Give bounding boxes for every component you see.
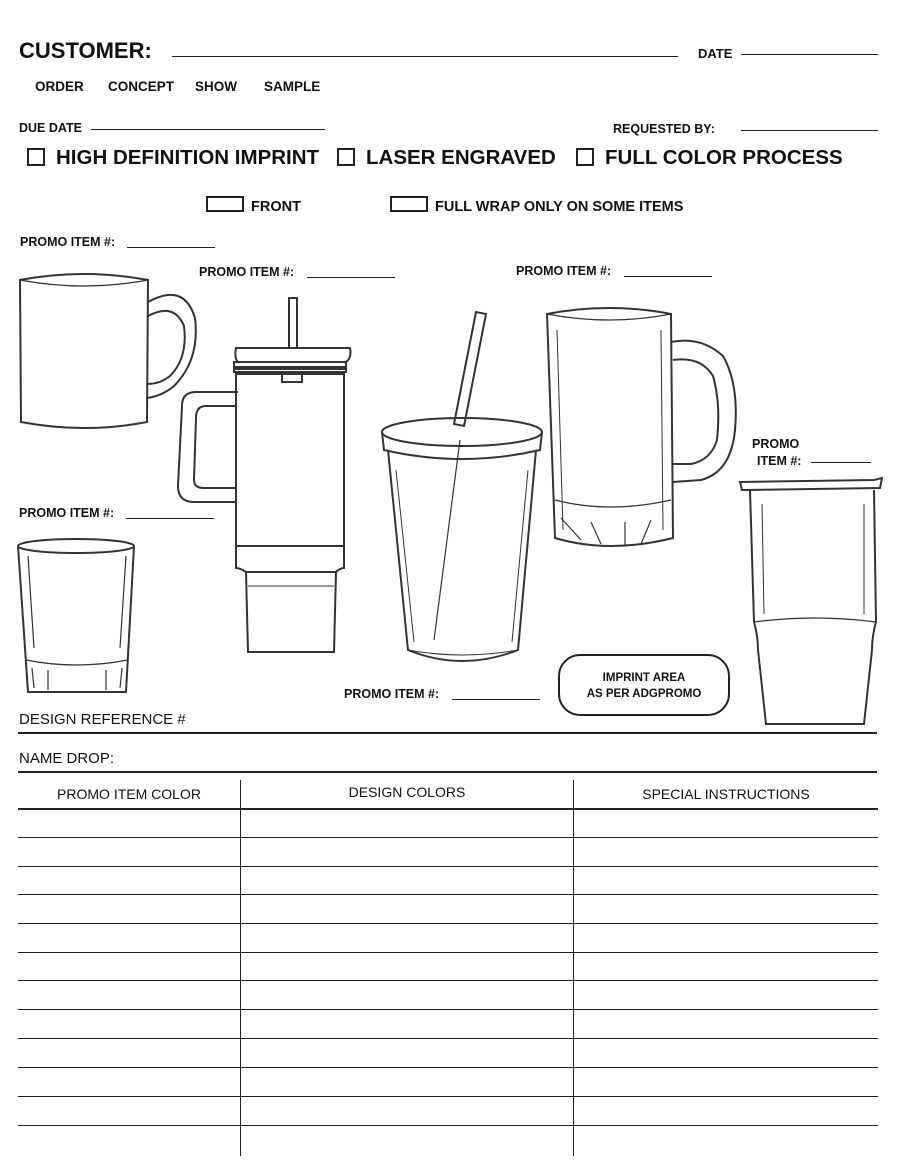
table-row[interactable] [18,980,878,981]
due-date-field[interactable] [91,129,325,130]
column-header-special-instructions: SPECIAL INSTRUCTIONS [642,786,810,802]
promo-item-field-travel[interactable] [811,462,871,463]
straw-cup-illustration [378,310,548,676]
promo-item-field-mug[interactable] [127,247,215,248]
table-row[interactable] [18,1038,878,1039]
table-row[interactable] [18,1125,878,1126]
order-type-order[interactable]: ORDER [35,79,84,94]
order-type-sample[interactable]: SAMPLE [264,79,321,94]
table-row[interactable] [18,866,878,867]
laser-engraved-checkbox[interactable] [337,148,355,166]
high-definition-label: HIGH DEFINITION IMPRINT [56,146,320,169]
front-label: FRONT [251,199,301,215]
order-details-table [18,780,878,1156]
date-field[interactable] [741,54,878,55]
design-reference-label: DESIGN REFERENCE # [19,711,186,728]
full-wrap-label: FULL WRAP ONLY ON SOME ITEMS [435,199,684,215]
name-drop-label: NAME DROP: [19,750,115,767]
order-type-concept[interactable]: CONCEPT [108,79,175,94]
promo-item-label-cup: PROMO ITEM #: [344,687,440,701]
promo-item-label-travel-top: PROMO [752,437,800,451]
promo-item-label-stein: PROMO ITEM #: [516,264,612,278]
customer-label: CUSTOMER: [19,38,152,63]
date-label: DATE [698,46,733,61]
full-wrap-checkbox[interactable] [390,196,428,212]
header-rule [18,808,878,810]
travel-tumbler-illustration [736,474,884,728]
promo-item-label-tumbler: PROMO ITEM #: [199,265,295,279]
table-row[interactable] [18,952,878,953]
beer-stein-illustration [541,300,745,558]
full-color-checkbox[interactable] [576,148,594,166]
shot-glass-illustration [14,536,140,696]
order-type-show[interactable]: SHOW [195,79,237,94]
design-reference-field[interactable] [18,732,877,734]
name-drop-field[interactable] [18,771,877,773]
promo-item-field-tumbler[interactable] [307,277,395,278]
column-header-promo-item-color: PROMO ITEM COLOR [57,786,201,802]
due-date-label: DUE DATE [19,121,82,135]
table-row[interactable] [18,1067,878,1068]
table-row[interactable] [18,837,878,838]
laser-engraved-label: LASER ENGRAVED [366,146,556,169]
requested-by-field[interactable] [741,130,878,131]
customer-field[interactable] [172,56,678,57]
table-row[interactable] [18,1009,878,1010]
promo-item-field-cup[interactable] [452,699,540,700]
imprint-area-line1: IMPRINT AREA [602,672,686,684]
front-checkbox[interactable] [206,196,244,212]
imprint-area-note [558,654,730,716]
high-definition-checkbox[interactable] [27,148,45,166]
promo-item-field-stein[interactable] [624,276,712,277]
full-color-label: FULL COLOR PROCESS [605,146,843,169]
requested-by-label: REQUESTED BY: [613,122,715,136]
column-header-design-colors: DESIGN COLORS [348,784,466,800]
table-row[interactable] [18,923,878,924]
table-row[interactable] [18,894,878,895]
promo-item-label-travel-bottom: ITEM #: [757,454,802,468]
table-row[interactable] [18,1096,878,1097]
imprint-area-line2: AS PER ADGPROMO [586,688,702,700]
handled-tumbler-illustration [176,296,356,658]
promo-item-label-shot: PROMO ITEM #: [19,506,115,520]
promo-item-label-mug: PROMO ITEM #: [20,235,116,249]
